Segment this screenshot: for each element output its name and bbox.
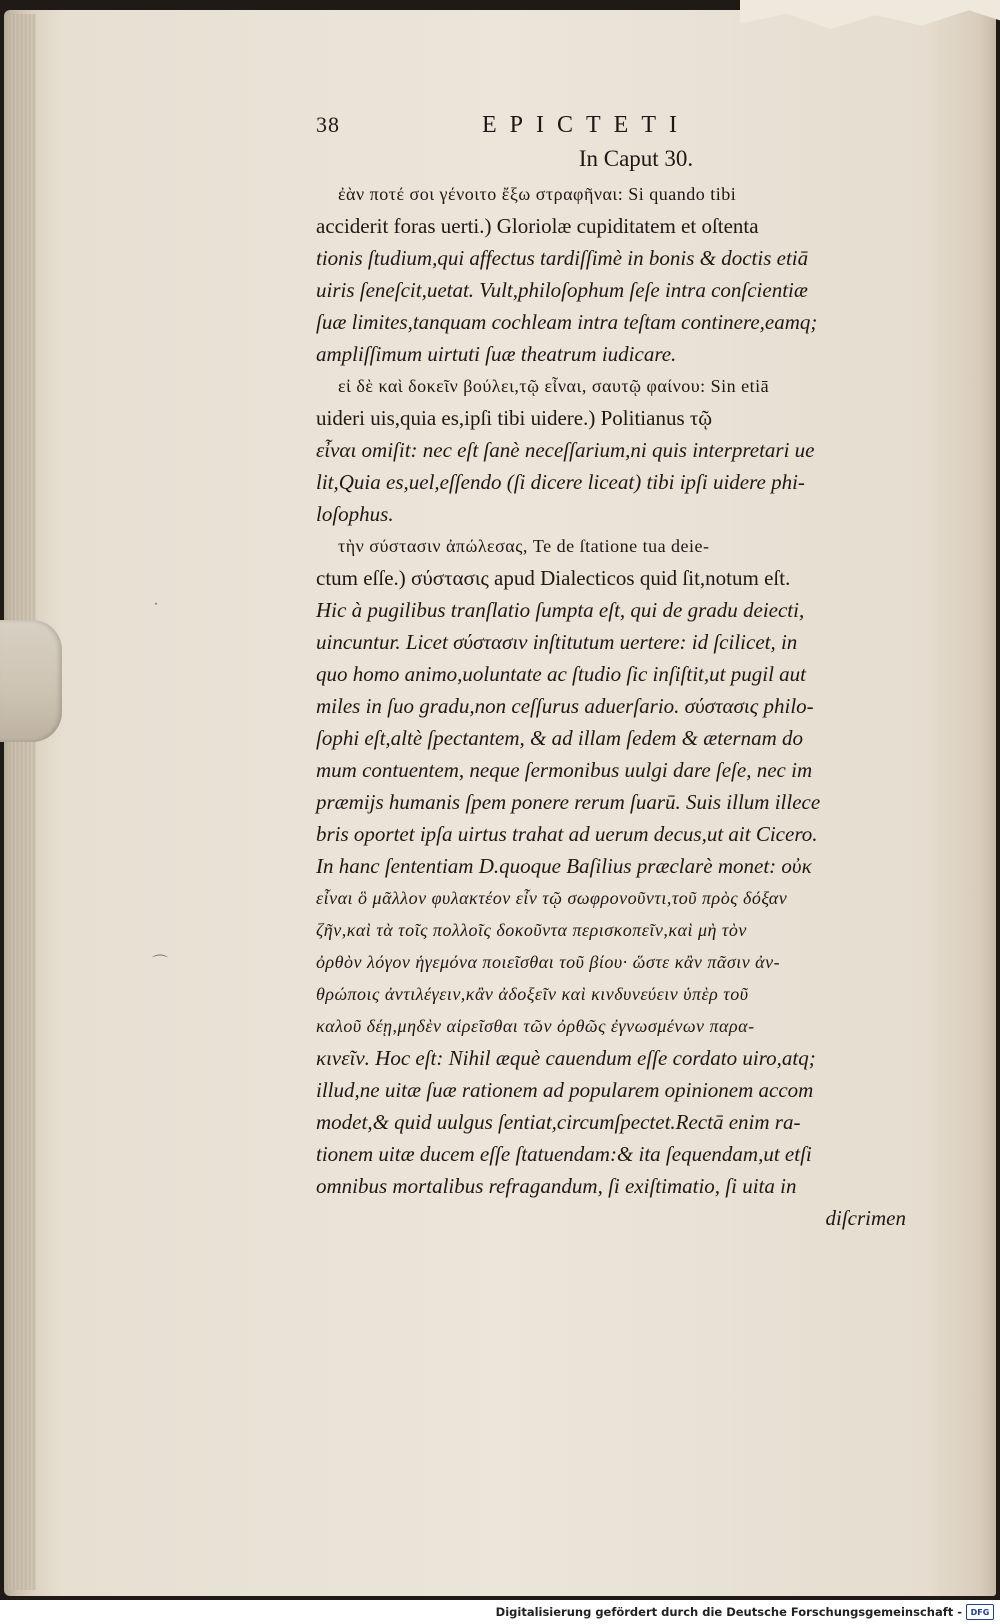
text-line: lit,Quia es,uel,eſſendo (ſi dicere liceat) tibi ipſi uidere phi- [316,470,805,494]
running-title: EPICTETI [482,112,690,138]
text-line: εἶναι omiſit: nec eſt ſanè neceſſarium,ni quis interpretari ue [316,438,815,462]
text-line: Hic à pugilibus tranſlatio ſumpta eſt, qui de gradu deiecti, [316,598,805,622]
page-text-block [316,112,916,1234]
text-line: ampliſſimum uirtuti ſuæ theatrum iudicare. [316,342,677,366]
page-stack-edge [8,14,36,1590]
page-clip [0,620,62,742]
chapter-heading: In Caput 30. [578,146,694,171]
text-line: ὀρθὸν λόγον ἡγεμόνα ποιεῖσθαι τοῦ βίου· ὥστε κἂν πᾶσιν ἀν- [316,952,781,972]
text-line: bris oportet ipſa uirtus trahat ad uerum decus,ut ait Cicero. [316,822,818,846]
text-line: ζῆν,καὶ τὰ τοῖς πολλοῖς δοκοῦντα περισκοπεῖν,καὶ μὴ τὸν [316,920,747,940]
text-line: miles in ſuo gradu,non ceſſurus aduerſario. σύστασις philo- [316,694,814,718]
text-line: uincuntur. Licet σύστασιν inſtitutum uertere: id ſcilicet, in [316,630,798,654]
text-line: In hanc ſententiam D.quoque Baſilius præclarè monet: οὐκ [316,854,812,878]
text-line: ſuæ limites,tanquam cochleam intra teſtam continere,eamq; [316,310,818,334]
text-line: diſcrimen [825,1206,906,1230]
text-line: τὴν σύστασιν ἀπώλεσας, Te de ſtatione tua deie- [338,536,710,556]
text-line: loſophus. [316,502,394,526]
page-number: 38 [316,112,340,137]
text-line: mum contuentem, neque ſermonibus uulgi dare ſeſe, nec im [316,758,813,782]
body-text [316,178,916,1234]
text-line: tionem uitæ ducem eſſe ſtatuendam:& ita ſequendam,ut etſi [316,1142,812,1166]
text-line: ctum eſſe.) σύστασις apud Dialecticos quid ſit,notum eſt. [316,566,791,590]
text-line: κινεῖν. Hoc eſt: Nihil æquè cauendum eſſe cordato uiro,atq; [316,1046,816,1070]
text-line: ἐὰν ποτέ σοι γένοιτο ἔξω στραφῆναι: Si quando tibi [338,184,737,204]
text-line: modet,& quid uulgus ſentiat,circumſpectet.Rectā enim ra- [316,1110,801,1134]
text-line: ſophi eſt,altè ſpectantem, & ad illam ſedem & æternam do [316,726,804,750]
text-line: καλοῦ δέῃ,μηδὲν αἱρεῖσθαι τῶν ὀρθῶς ἐγνωσμένων παρα- [316,1016,755,1036]
text-line: θρώποις ἀντιλέγειν,κἂν ἀδοξεῖν καὶ κινδυνεύειν ὑπὲρ τοῦ [316,984,749,1004]
text-line: illud,ne uitæ ſuæ rationem ad popularem opinionem accom [316,1078,814,1102]
text-line: tionis ſtudium,qui affectus tardiſſimè in bonis & doctis etiā [316,246,809,270]
margin-speck: ˙ [152,600,160,619]
dfg-logo: DFG [966,1604,994,1620]
running-head [316,112,916,152]
text-line: εἶναι ὃ μᾶλλον φυλακτέον εἶν τῷ σωφρονοῦντι,τοῦ πρὸς δόξαν [316,888,788,908]
text-line: εἰ δὲ καὶ δοκεῖν βούλει,τῷ εἶναι, σαυτῷ φαίνου: Sin etiā [338,376,770,396]
text-line: præmijs humanis ſpem ponere rerum ſuarū. Suis illum illece [316,790,821,814]
text-line: uiris ſeneſcit,uetat. Vult,philoſophum ſeſe intra conſcientiæ [316,278,808,302]
margin-speck: ⌒ [152,953,169,972]
text-line: acciderit foras uerti.) Gloriolæ cupiditatem et oſtenta [316,214,759,238]
text-line: omnibus mortalibus refragandum, ſi exiſtimatio, ſi uita in [316,1174,797,1198]
text-line: quo homo animo,uoluntate ac ſtudio ſic inſiſtit,ut pugil aut [316,662,806,686]
text-line: uideri uis,quia es,ipſi tibi uidere.) Politianus τῷ [316,406,713,430]
digitization-footer [0,1600,1000,1624]
funding-notice: Digitalisierung gefördert durch die Deutsche Forschungsgemeinschaft - [495,1605,962,1619]
